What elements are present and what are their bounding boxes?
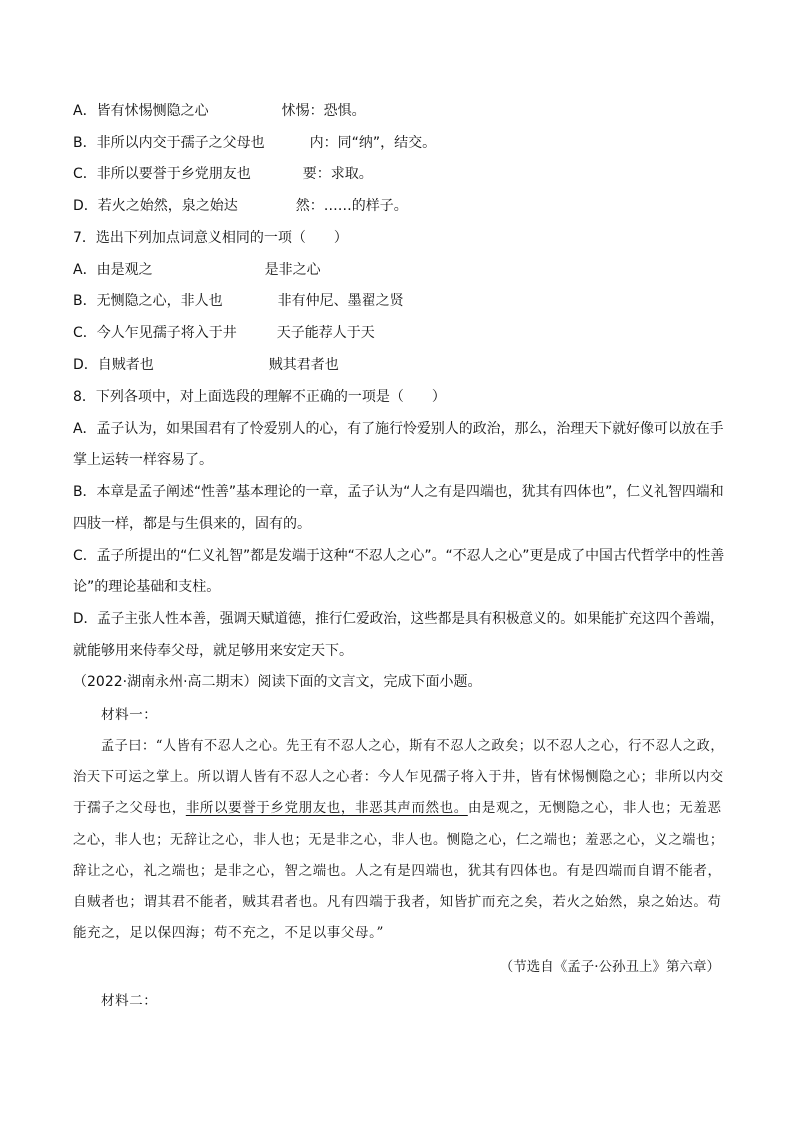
option-left: B．无恻隐之心，非人也	[73, 293, 223, 309]
passage-line-2: 治天下可运之掌上。所以谓人皆有不忍人之心者：今人乍见孺子将入于井，皆有怵惕恻隐之心；非所以内交	[73, 769, 724, 785]
q8-option-c-line1: C．孟子所提出的“仁义礼智”都是发端于这种“不忍人之心”。“不忍人之心”更是成了中国古代哲学中的性善	[73, 548, 725, 564]
passage-line-1: 孟子曰：“人皆有不忍人之心。先王有不忍人之心，斯有不忍人之政矣；以不忍人之心，行不忍人之政，	[101, 738, 724, 754]
q6-option-c	[73, 164, 373, 184]
option-right: 贼其君者也	[268, 357, 339, 373]
passage-text: 于孺子之父母也，	[73, 800, 186, 816]
q8-option-d-line2: 就能够用来侍奉父母，就足够用来安定天下。	[73, 643, 353, 659]
passage-line-3	[73, 798, 722, 818]
option-right: 非有仲尼、墨翟之贤	[277, 293, 404, 309]
q6-option-d	[73, 196, 408, 216]
q8-option-a-line1: A．孟子认为，如果国君有了怜爱别人的心，有了施行怜爱别人的政治，那么，治理天下就好像可以放在手	[73, 421, 724, 437]
option-text: C．非所以要誉于乡党朋友也	[73, 166, 251, 182]
option-gloss: 怵惕：恐惧。	[281, 103, 366, 119]
q7-option-c	[73, 323, 375, 343]
q7-option-b	[73, 291, 404, 311]
q8-option-d-line1: D．孟子主张人性本善，强调天赋道德，推行仁爱政治，这些都是具有积极意义的。如果能扩充这四个善端，	[73, 611, 724, 627]
option-text: D．若火之始然，泉之始达	[73, 198, 238, 214]
material-one-label: 材料一：	[101, 707, 158, 723]
passage-intro: （2022·湖南永州·高二期末）阅读下面的文言文，完成下面小题。	[73, 674, 482, 690]
passage-line-7: 能充之，足以保四海；苟不充之，不足以事父母。”	[73, 925, 384, 941]
option-gloss: 内：同“纳”，结交。	[309, 135, 437, 151]
q8-option-c-line2: 论”的理论基础和支柱。	[73, 579, 221, 595]
q7-stem: 7．选出下列加点词意义相同的一项（ ）	[73, 230, 348, 246]
option-right: 是非之心	[264, 262, 321, 278]
material-two-label: 材料二：	[101, 993, 158, 1009]
option-left: C．今人乍见孺子将入于井	[73, 325, 237, 341]
q8-option-a-line2: 掌上运转一样容易了。	[73, 452, 213, 468]
passage-source: （节选自《孟子·公孙丑上》第六章）	[499, 959, 720, 975]
q6-option-a	[73, 101, 366, 121]
q8-option-b-line1: B．本章是孟子阐述“性善”基本理论的一章，孟子认为“人之有是四端也，犹其有四体也”，仁义礼智四端和	[73, 484, 724, 500]
passage-line-4: 之心，非人也；无辞让之心，非人也；无是非之心，非人也。恻隐之心，仁之端也；羞恶之心，义之端也；	[73, 832, 724, 848]
option-text: B．非所以内交于孺子之父母也	[73, 135, 265, 151]
option-right: 天子能荐人于天	[276, 325, 375, 341]
q7-option-d	[73, 355, 339, 375]
q8-option-b-line2: 四肢一样，都是与生俱来的，固有的。	[73, 516, 311, 532]
option-gloss: 要：求取。	[302, 166, 373, 182]
passage-line-5: 辞让之心，礼之端也；是非之心，智之端也。人之有是四端也，犹其有四体也。有是四端而自谓不能者，	[73, 863, 722, 879]
q8-stem: 8．下列各项中，对上面选段的理解不正确的一项是（ ）	[73, 389, 446, 405]
option-text: A．皆有怵惕恻隐之心	[73, 103, 209, 119]
q6-option-b	[73, 133, 436, 153]
option-left: D．自贼者也	[73, 357, 154, 373]
passage-text: 由是观之，无恻隐之心，非人也；无羞恶	[467, 800, 722, 816]
underlined-sentence: 非所以要誉于乡党朋友也，非恶其声而然也。	[185, 800, 468, 816]
option-left: A．由是观之	[73, 262, 153, 278]
passage-line-6: 自贼者也；谓其君不能者，贼其君者也。凡有四端于我者，知皆扩而充之矣，若火之始然，泉之始达。苟	[73, 894, 722, 910]
q7-option-a	[73, 260, 321, 280]
option-gloss: 然：……的样子。	[295, 198, 408, 214]
